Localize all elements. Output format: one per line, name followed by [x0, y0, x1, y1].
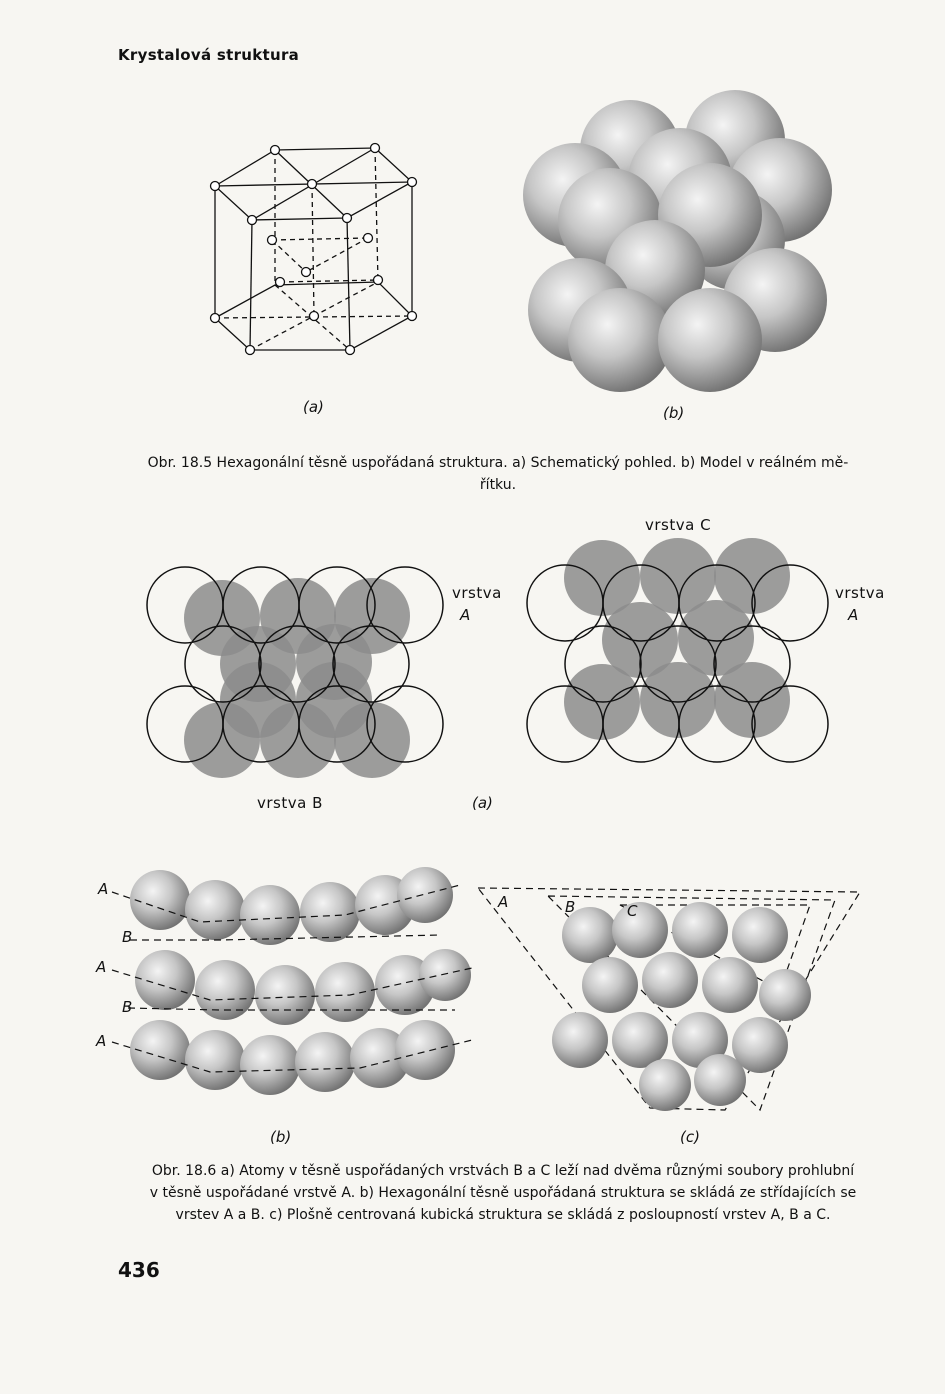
stack-label-b-1: A [98, 880, 109, 898]
layer-a-label-left: vrstva [452, 584, 502, 602]
layer-c-label: vrstva C [645, 516, 712, 534]
fig-18-6-label-c: (c) [680, 1128, 700, 1146]
hcp-sphere-model [523, 90, 832, 392]
page-header: Krystalová struktura [118, 46, 300, 64]
fig-18-5-label-b: (b) [663, 404, 685, 422]
stack-label-b-5: A [96, 1032, 107, 1050]
hcp-lattice-schematic [211, 144, 417, 355]
fig-18-6-label-b: (b) [270, 1128, 292, 1146]
fig-18-5-label-a: (a) [303, 398, 324, 416]
stack-label-c-c: C [627, 902, 638, 920]
layer-a-with-c [527, 538, 828, 762]
fcc-stacked-layers [478, 888, 860, 1111]
fig-18-5-caption: Obr. 18.5 Hexagonální těsně uspořádaná struktura. a) Schematický pohled. b) Model v reálném mě- řítku. [147, 455, 849, 493]
page-number: 436 [118, 1258, 160, 1282]
fig-18-6-caption: Obr. 18.6 a) Atomy v těsně uspořádaných vrstvách B a C leží nad dvěma různými soubory prohlubní v těsně uspořádané vrstvě A. b) Hexagonální těsně uspořádaná struktura se skládá ze střídajících se vrstev A a B. c) Plošně centrovaná kubická struktura se skládá z posloupností vrstev A, B a C. [149, 1163, 857, 1223]
stack-label-c-a: A [498, 893, 509, 911]
layer-b-label: vrstva B [257, 794, 323, 812]
stack-label-c-b: B [565, 898, 576, 916]
stack-label-b-2: B [122, 928, 133, 946]
layer-a-with-b [147, 567, 443, 778]
stack-label-b-4: B [122, 998, 133, 1016]
fig-18-6-label-a: (a) [472, 794, 493, 812]
layer-a-letter-right: A [848, 606, 859, 624]
layer-a-letter-left: A [460, 606, 471, 624]
layer-a-label-right: vrstva [835, 584, 885, 602]
stack-label-b-3: A [96, 958, 107, 976]
hcp-stacked-layers [112, 867, 472, 1095]
